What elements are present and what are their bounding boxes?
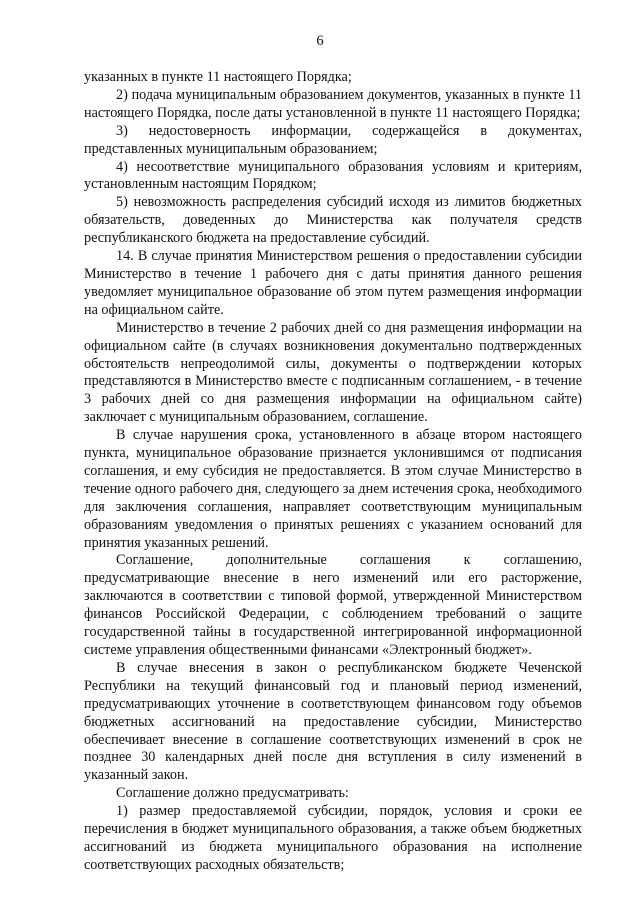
paragraph-item-3: 3) недостоверность информации, содержащейся в документах, представленных муниципальным образованием; — [84, 122, 582, 157]
paragraph-item-5: 5) невозможность распределения субсидий исходя из лимитов бюджетных обязательств, доведенных до Министерства как получателя средств республиканского бюджета на предоставление субсидий. — [84, 194, 582, 247]
paragraph-violation: В случае нарушения срока, установленного в абзаце втором настоящего пункта, муниципальное образование признается уклонившимся от подписания соглашения, и ему субсидия не предоставляется. В этом случае Министерство в течение одного рабочего дня, следующего за днем истечения срока, необходимого для заключения соглашения, направляет соответствующим муниципальным образованиям уведомления о принятых решениях с указанием оснований для принятия указанных решений. — [84, 427, 582, 551]
paragraph-ministry-term: Министерство в течение 2 рабочих дней со дня размещения информации на официальном сайте (в случаях возникновения документально подтвержденных обстоятельств непреодолимой силы, документы о подтверждении которых представляются в Министерство вместе с подписанным соглашением, - в течение 3 рабочих дней со дня размещения информации на официальном сайте) заключает с муниципальным образованием, соглашение. — [84, 319, 582, 426]
document-body — [84, 69, 582, 875]
paragraph-item-2: 2) подача муниципальным образованием документов, указанных в пункте 11 настоящего Порядка, после даты установленной в пункте 11 настоящего Порядка; — [84, 86, 582, 121]
paragraph-continuation: указанных в пункте 11 настоящего Порядка; — [84, 69, 352, 85]
paragraph-budget-changes: В случае внесения в закон о республиканском бюджете Чеченской Республики на текущий финансовый год и плановый период изменений, предусматривающих уточнение в соответствующем финансовом году объемов бюджетных ассигнований на предоставление субсидии, Министерство обеспечивает внесение в соглашение соответствующих изменений в срок не позднее 30 календарных дней после дня вступления в силу изменений в указанный закон. — [84, 659, 582, 784]
paragraph-provision-1: 1) размер предоставляемой субсидии, порядок, условия и сроки ее перечисления в бюджет муниципального образования, а также объем бюджетных ассигнований из бюджета муниципального образования на исполнение соответствующих расходных обязательств; — [84, 803, 582, 873]
paragraph-agreement-form: Соглашение, дополнительные соглашения к соглашению, предусматривающие внесение в него изменений или его расторжение, заключаются в соответствии с типовой формой, утвержденной Министерством финансов Российской Федерации, с соблюдением требований о защите государственной тайны в государственной интегрированной информационной системе управления общественными финансами «Электронный бюджет». — [84, 552, 582, 658]
paragraph-agreement-provisions: Соглашение должно предусматривать: — [116, 785, 349, 802]
page-number: 6 — [316, 33, 324, 49]
paragraph-clause-14: 14. В случае принятия Министерством решения о предоставлении субсидии Министерство в течение 1 рабочего дня с даты принятия данного решения уведомляет муниципальное образование об этом путем размещения информации на официальном сайте. — [84, 248, 582, 318]
paragraph-item-4: 4) несоответствие муниципального образования условиям и критериям, установленным настоящим Порядком; — [84, 158, 582, 193]
